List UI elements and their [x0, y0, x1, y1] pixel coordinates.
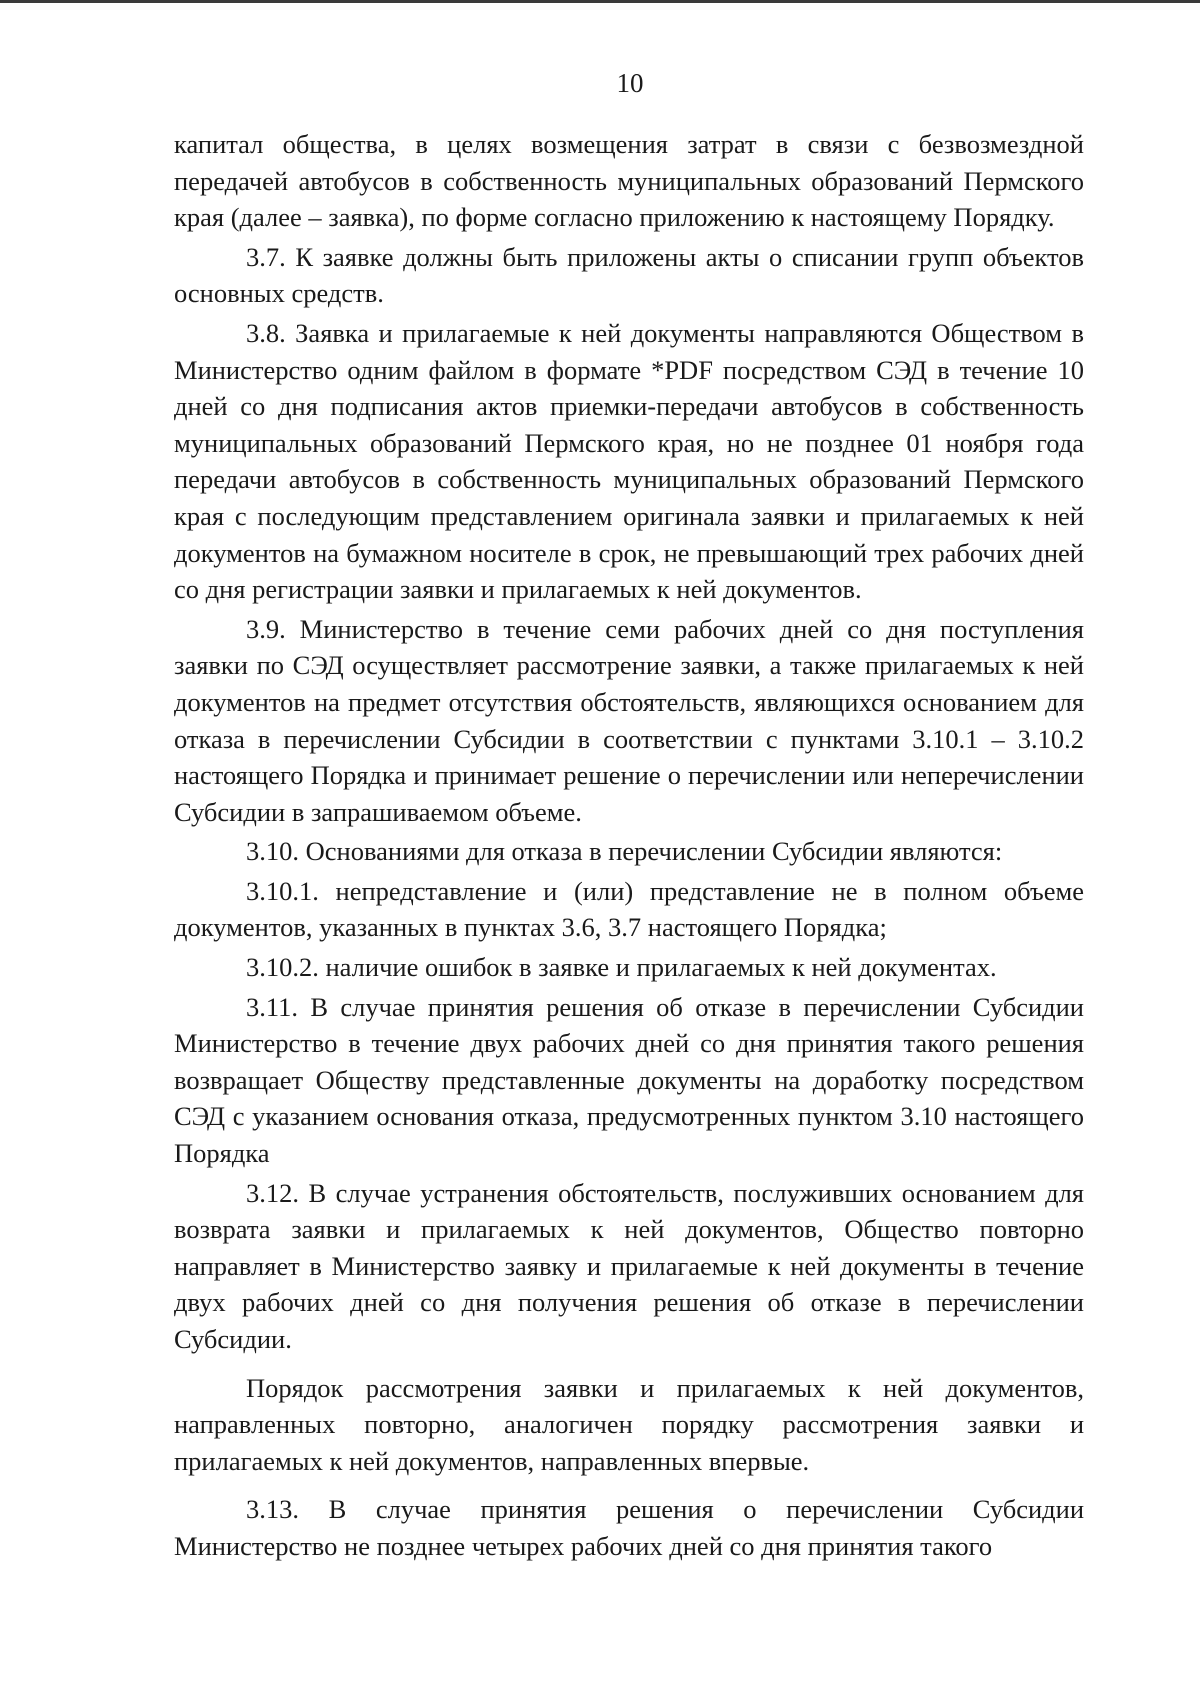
- paragraph-3-12: 3.12. В случае устранения обстоятельств, послуживших основанием для возврата заявки и прилагаемых к ней документов, Общество повторно направляет в Министерство заявку и прилагаемые к ней документы в течение двух рабочих дней со дня получения решения об отказе в перечислении Субсидии.: [174, 1177, 1084, 1354]
- paragraph-3-10-2: 3.10.2. наличие ошибок в заявке и прилагаемых к ней документах.: [246, 952, 997, 983]
- paragraph-3-10: 3.10. Основаниями для отказа в перечислении Субсидии являются:: [246, 836, 1003, 867]
- document-body: [174, 126, 1084, 1568]
- paragraph-continuation: капитал общества, в целях возмещения затрат в связи с безвозмездной передачей автобусов в собственность муниципальных образований Пермского края (далее – заявка), по форме согласно приложению к настоящему Порядку.: [174, 129, 1084, 233]
- paragraph-3-7: 3.7. К заявке должны быть приложены акты о списании групп объектов основных средств.: [174, 241, 1084, 309]
- paragraph-3-13: 3.13. В случае принятия решения о перечислении Субсидии Министерство не позднее четырех рабочих дней со дня принятия такого: [174, 1494, 1084, 1561]
- page-top-edge: [0, 0, 1200, 3]
- paragraph-3-11: 3.11. В случае принятия решения об отказе в перечислении Субсидии Министерство в течение двух рабочих дней со дня принятия такого решения возвращает Обществу представленные документы на доработку посредством СЭД с указанием основания отказа, предусмотренных пунктом 3.10 настоящего Порядка: [174, 991, 1084, 1169]
- paragraph-3-10-1: 3.10.1. непредставление и (или) представление не в полном объеме документов, указанных в пунктах 3.6, 3.7 настоящего Порядка;: [174, 875, 1084, 943]
- paragraph-review-order: Порядок рассмотрения заявки и прилагаемых к ней документов, направленных повторно, аналогичен порядку рассмотрения заявки и прилагаемых к ней документов, направленных впервые.: [174, 1372, 1084, 1476]
- paragraph-3-8: 3.8. Заявка и прилагаемые к ней документы направляются Обществом в Министерство одним файлом в формате *PDF посредством СЭД в течение 10 дней со дня подписания актов приемки-передачи автобусов в собственность муниципальных образований Пермского края, но не позднее 01 ноября года передачи автобусов в собственность муниципальных образований Пермского края с последующим представлением оригинала заявки и прилагаемых к ней документов на бумажном носителе в срок, не превышающий трех рабочих дней со дня регистрации заявки и прилагаемых к ней документов.: [174, 317, 1084, 605]
- page-number: 10: [616, 68, 644, 98]
- paragraph-3-9: 3.9. Министерство в течение семи рабочих дней со дня поступления заявки по СЭД осуществляет рассмотрение заявки, а также прилагаемых к ней документов на предмет отсутствия обстоятельств, являющихся основанием для отказа в перечислении Субсидии в соответствии с пунктами 3.10.1 – 3.10.2 настоящего Порядка и принимает решение о перечислении или неперечислении Субсидии в запрашиваемом объеме.: [174, 613, 1084, 827]
